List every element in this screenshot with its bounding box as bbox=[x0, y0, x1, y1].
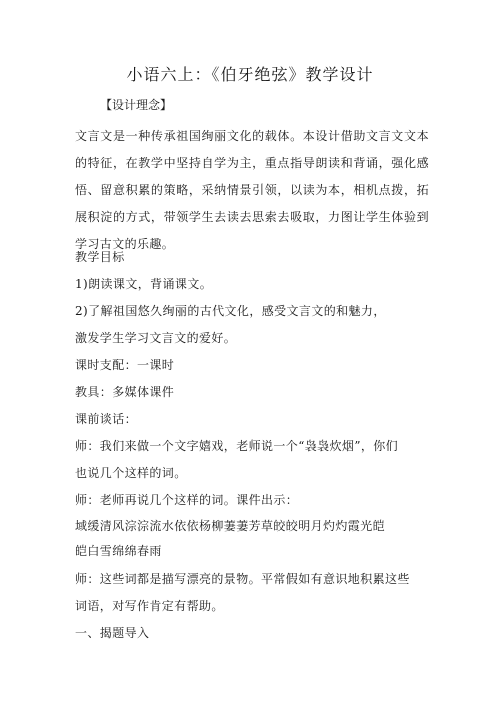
pre-class-talk-heading: 课前谈话： bbox=[75, 412, 138, 426]
section-heading-design-concept: 【设计理念】 bbox=[100, 98, 173, 112]
design-concept-paragraph: 文言文是一种传承祖国绚丽文化的载体。本设计借助文言文文本的特征，在教学中坚持自学为主，重点指导朗读和背诵，强化感悟、留意积累的策略，采纳情景引领，以读为本，相机点拨，拓展积淀的方式，带领学生去读去思索去吸取，力图让学生体验到学习古文的乐趣。 bbox=[75, 129, 429, 251]
section-one-heading: 一、揭题导入 bbox=[75, 626, 150, 640]
teacher-line-1-continued: 也说几个这样的词。 bbox=[75, 466, 187, 480]
document-title: 小语六上：《伯牙绝弦》教学设计 bbox=[126, 65, 374, 84]
courseware-words-line-1: 域缓清风淙淙流水依依杨柳萋萋芳草皎皎明月灼灼霞光皑 bbox=[75, 519, 386, 533]
teaching-aids: 教具：多媒体课件 bbox=[75, 385, 175, 399]
goal-item-1: 1)朗读课文，背诵课文。 bbox=[75, 277, 213, 291]
courseware-words-line-2: 皑白雪绵绵春雨 bbox=[75, 544, 162, 558]
teacher-line-3-continued: 词语，对写作肯定有帮助。 bbox=[75, 599, 224, 613]
teacher-line-1: 师：我们来做一个文字嬉戏，老师说一个“袅袅炊烟”，你们 bbox=[75, 439, 399, 453]
teacher-line-2: 师：老师再说几个这样的词。课件出示： bbox=[75, 493, 299, 507]
teacher-line-3: 师：这些词都是描写漂亮的景物。平常假如有意识地积累这些 bbox=[75, 572, 410, 586]
goal-item-2-continued: 激发学生学习文言文的爱好。 bbox=[75, 331, 237, 345]
lesson-duration: 课时支配：一课时 bbox=[75, 358, 175, 372]
teaching-goals-heading: 教学目标 bbox=[75, 250, 125, 264]
goal-item-2: 2)了解祖国悠久绚丽的古代文化，感受文言文的和魅力， bbox=[75, 304, 386, 318]
